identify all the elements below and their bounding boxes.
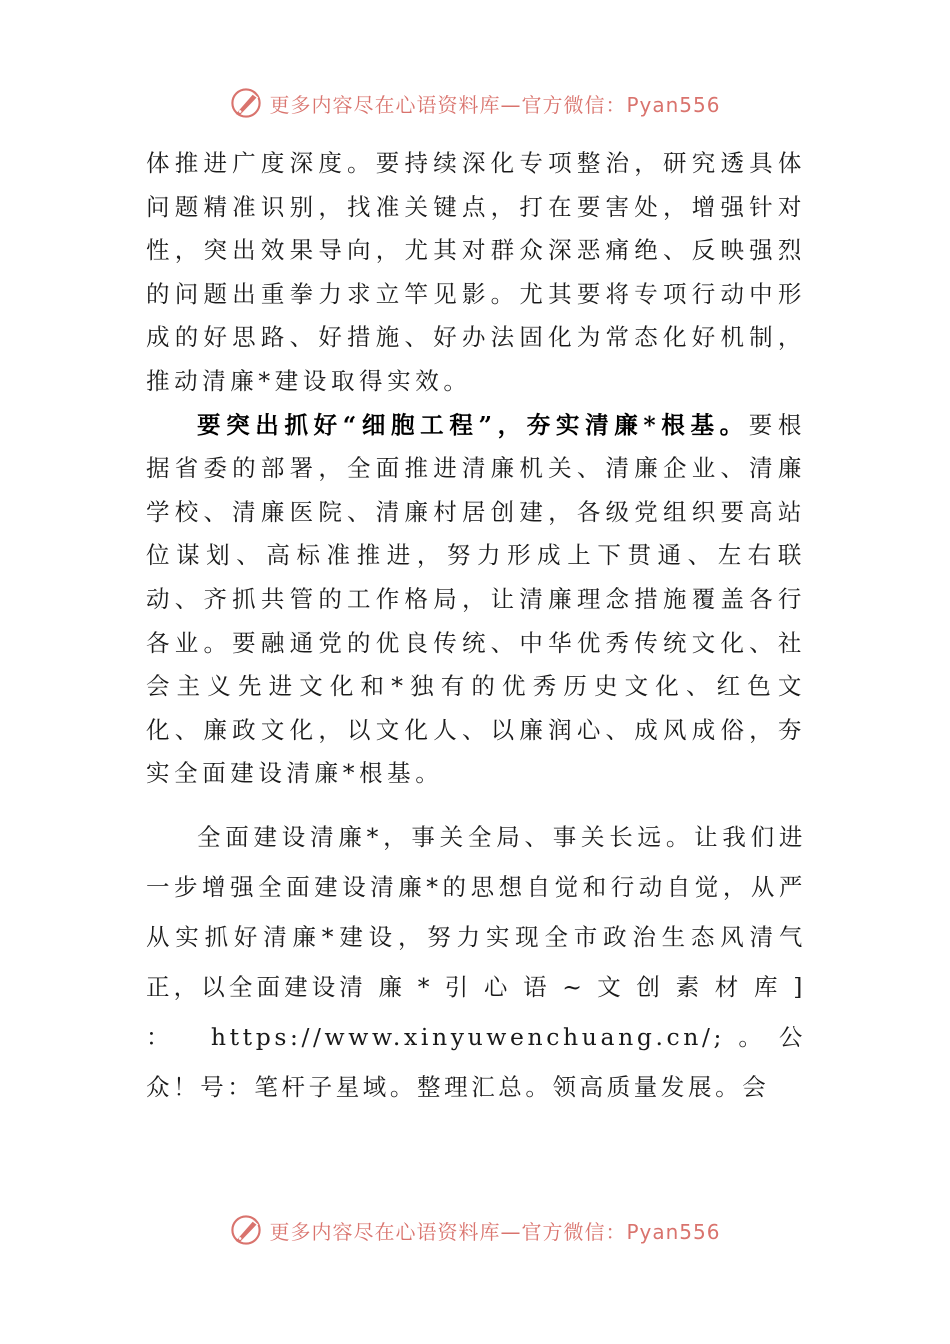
- paragraph-2-heading: 要突出抓好“细胞工程”，夯实清廉*根基。: [197, 410, 749, 439]
- footer-watermark-banner: [0, 1205, 950, 1255]
- document-body: [146, 142, 806, 1112]
- pen-nib-circle-icon: [229, 86, 263, 120]
- header-watermark-banner: [0, 78, 950, 128]
- banner-text: 更多内容尽在心语资料库—官方微信：Pyan556: [269, 1219, 721, 1244]
- paragraph-3: 全面建设清廉*，事关全局、事关长远。让我们进一步增强全面建设清廉*的思想自觉和行动自觉，从严从实抓好清廉*建设，努力实现全市政治生态风清气正，以全面建设清 廉 * 引 心 语 ~ 文 创 素 材 库 ] ： https://www.xinyuwenchuang.cn/;。公众！号：笔杆子星域。整理汇总。领高质量发展。会: [146, 822, 806, 1101]
- paragraph-2: [146, 404, 806, 796]
- banner-text: 更多内容尽在心语资料库—官方微信：Pyan556: [269, 92, 721, 117]
- paragraph-1: 体推进广度深度。要持续深化专项整治，研究透具体问题精准识别，找准关键点，打在要害处，增强针对性，突出效果导向，尤其对群众深恶痛绝、反映强烈的问题出重拳力求立竿见影。尤其要将专项行动中形成的好思路、好措施、好办法固化为常态化好机制，推动清廉*建设取得实效。: [146, 149, 806, 395]
- paragraph-2-body: 要根据省委的部署，全面推进清廉机关、清廉企业、清廉学校、清廉医院、清廉村居创建，各级党组织要高站位谋划、高标准推进，努力形成上下贯通、左右联动、齐抓共管的工作格局，让清廉理念措施覆盖各行各业。要融通党的优良传统、中华优秀传统文化、社会主义先进文化和*独有的优秀历史文化、红色文化、廉政文化，以文化人、以廉润心、成风成俗，夯实全面建设清廉*根基。: [146, 410, 806, 788]
- pen-nib-circle-icon: [229, 1213, 263, 1247]
